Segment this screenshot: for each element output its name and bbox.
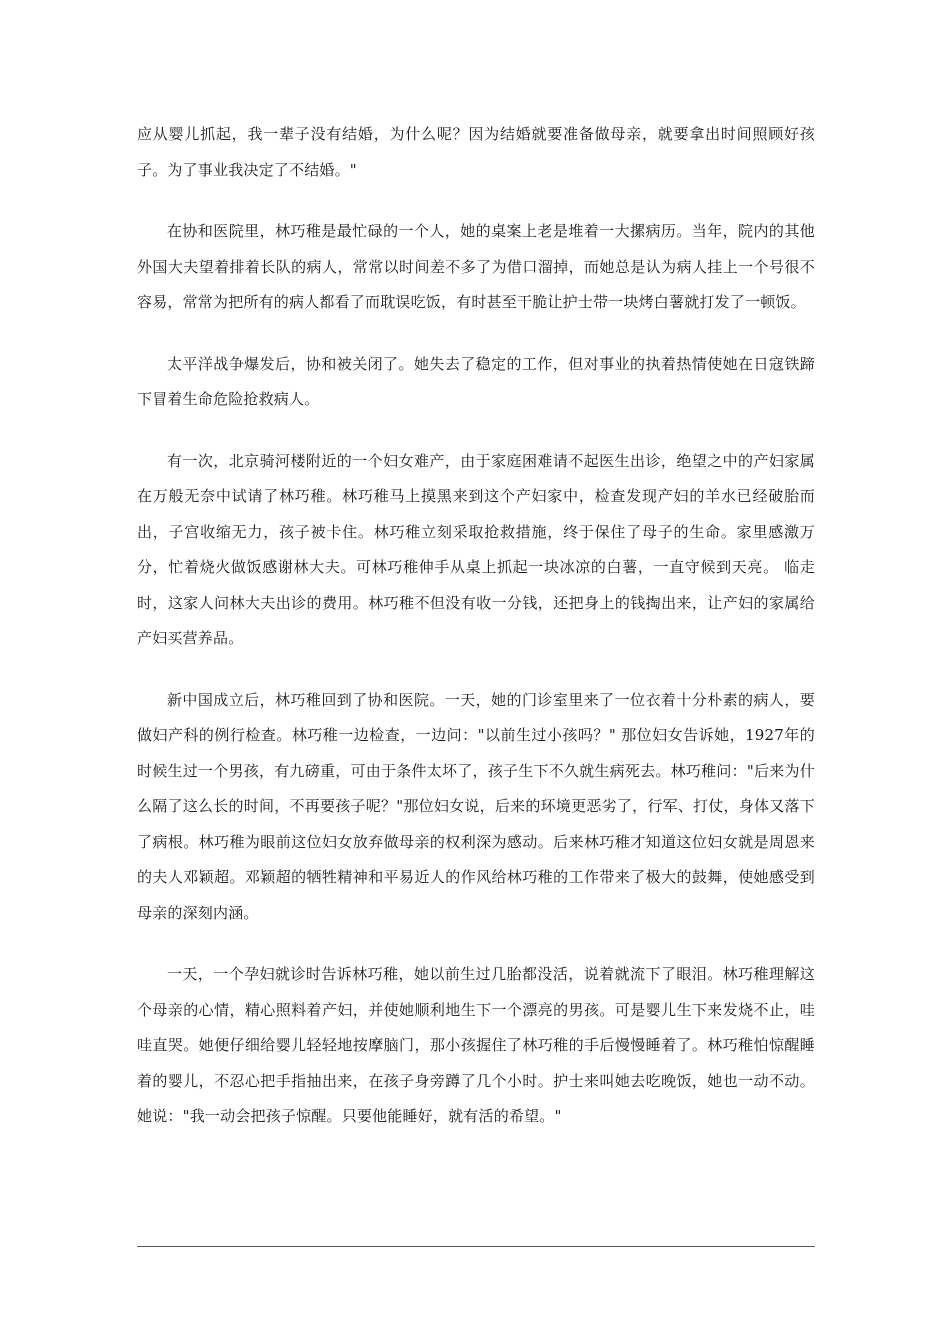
footer-divider [137, 1246, 815, 1247]
paragraph-5: 新中国成立后，林巧稚回到了协和医院。一天，她的门诊室里来了一位衣着十分朴素的病人，要做妇产科的例行检查。林巧稚一边检查，一边问："以前生过小孩吗？" 那位妇女告诉她，1927年的时候生过一个男孩，有九磅重，可由于条件太坏了，孩子生下不久就生病死去。林巧稚问："后来为什么隔了这么长的时间，不再要孩子呢？"那位妇女说，后来的环境更恶劣了，行军、打仗，身体又落下了病根。林巧稚为眼前这位妇女放弃做母亲的权利深为感动。后来林巧稚才知道这位妇女就是周恩来的夫人邓颖超。邓颖超的牺牲精神和平易近人的作风给林巧稚的工作带来了极大的鼓舞，使她感受到母亲的深刻内涵。 [137, 690, 815, 922]
paragraph-2: 在协和医院里，林巧稚是最忙碌的一个人，她的桌案上老是堆着一大摞病历。当年，院内的其他外国大夫望着排着长队的病人，常常以时间差不多了为借口溜掉，而她总是认为病人挂上一个号很不容易，常常为把所有的病人都看了而耽误吃饭，有时甚至干脆让护士带一块烤白薯就打发了一顿饭。 [137, 222, 815, 311]
document-body [137, 117, 815, 1161]
paragraph-3: 太平洋战争爆发后，协和被关闭了。她失去了稳定的工作，但对事业的执着热情使她在日寇铁蹄下冒着生命危险抢救病人。 [137, 354, 815, 408]
paragraph-1: 应从婴儿抓起，我一辈子没有结婚，为什么呢？因为结婚就要准备做母亲，就要拿出时间照顾好孩子。为了事业我决定了不结婚。" [137, 125, 815, 179]
paragraph-6: 一天，一个孕妇就诊时告诉林巧稚，她以前生过几胎都没活，说着就流下了眼泪。林巧稚理解这个母亲的心情，精心照料着产妇，并使她顺利地生下一个漂亮的男孩。可是婴儿生下来发烧不止，哇哇直哭。她便仔细给婴儿轻轻地按摩脑门，那小孩握住了林巧稚的手后慢慢睡着了。林巧稚怕惊醒睡着的婴儿，不忍心把手指抽出来，在孩子身旁蹲了几个小时。护士来叫她去吃晚饭，她也一动不动。她说："我一动会把孩子惊醒。只要他能睡好，就有活的希望。" [137, 965, 815, 1125]
paragraph-4: 有一次，北京骑河楼附近的一个妇女难产，由于家庭困难请不起医生出诊，绝望之中的产妇家属在万般无奈中试请了林巧稚。林巧稚马上摸黑来到这个产妇家中，检查发现产妇的羊水已经破胎而出，子宫收缩无力，孩子被卡住。林巧稚立刻采取抢救措施，终于保住了母子的生命。家里感激万分，忙着烧火做饭感谢林大夫。可林巧稚伸手从桌上抓起一块冰凉的白薯，一直守候到天亮。 临走时，这家人问林大夫出诊的费用。林巧稚不但没有收一分钱，还把身上的钱掏出来，让产妇的家属给产妇买营养品。 [137, 451, 815, 647]
